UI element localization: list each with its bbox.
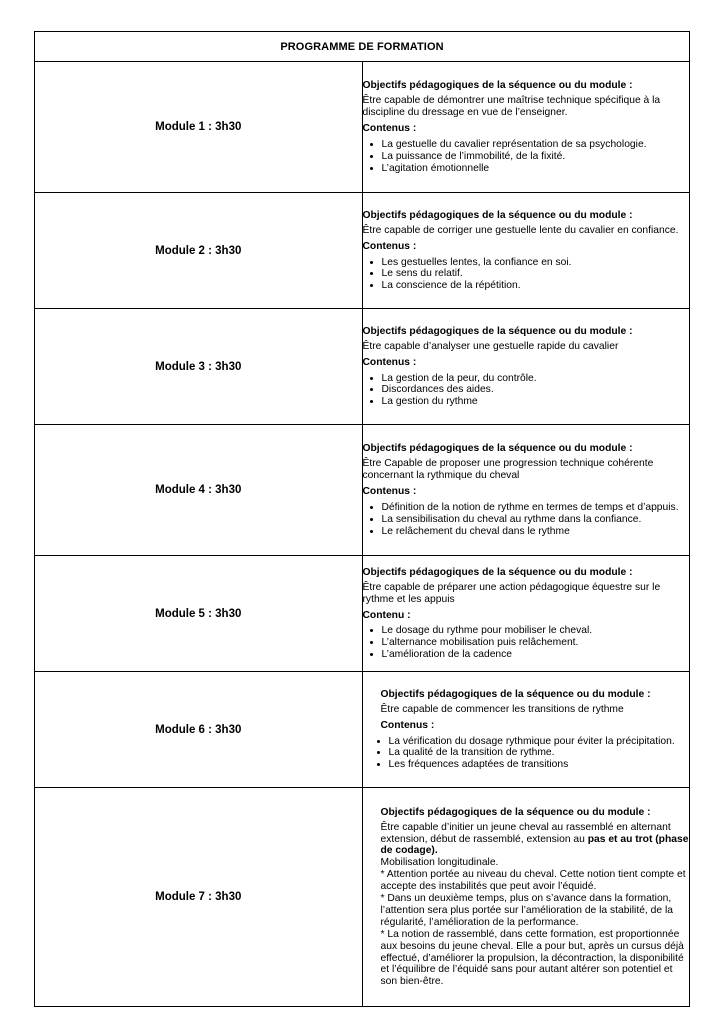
list-item: • L’alternance mobilisation puis relâchement. — [382, 637, 690, 649]
module-row-1 — [35, 62, 690, 193]
contents-heading: Contenus : — [362, 240, 417, 252]
list-item: • La gestion du rythme — [382, 396, 690, 408]
list-item: • La gestion de la peur, du contrôle. — [382, 373, 690, 385]
contents-heading: Contenu : — [362, 609, 411, 621]
list-item: • Le sens du relatif. — [382, 268, 690, 280]
module-row-4 — [35, 425, 690, 556]
list-item: • L’amélioration de la cadence — [382, 649, 690, 661]
note-2: * Dans un deuxième temps, plus on s’avance dans la formation, l’attention sera plus portée sur l’amélioration de la stabilité, de la régularité, l’amélioration de la performance. — [380, 893, 673, 928]
contents-list — [363, 139, 690, 175]
list-item: • La puissance de l’immobilité, de la fixité. — [382, 151, 690, 163]
contents-list — [363, 502, 690, 538]
module-content — [362, 309, 690, 425]
module-row-7 — [35, 788, 690, 1007]
module-row-2 — [35, 193, 690, 309]
objectives-heading: Objectifs pédagogiques de la séquence ou du module : — [362, 566, 633, 578]
objectives-heading: Objectifs pédagogiques de la séquence ou du module : — [362, 443, 633, 455]
contents-heading: Contenus : — [362, 123, 417, 135]
note-3: * La notion de rassemblé, dans cette formation, est proportionnée aux besoins du jeune cheval. Elle a pour but, après un cursus déjà effectué, d’améliorer la propulsion, la décontraction, la disponibilité et l’équilibre de l’équidé sans pour autant altérer son potentiel et son bien-être. — [380, 928, 684, 988]
module-content — [362, 425, 690, 556]
list-item: • Définition de la notion de rythme en termes de temps et d’appuis. — [382, 502, 690, 514]
list-item: • La conscience de la répétition. — [382, 280, 690, 292]
list-item: • La sensibilisation du cheval au rythme dans la confiance. — [382, 514, 690, 526]
table-title: PROGRAMME DE FORMATION — [35, 32, 690, 62]
objective-text: Être capable de préparer une action pédagogique équestre sur le rythme et les appuis — [362, 581, 661, 605]
module-label: Module 6 : 3h30 — [35, 672, 363, 788]
contents-list — [363, 257, 690, 293]
module-row-5 — [35, 556, 690, 672]
contents-heading: Contenus : — [362, 356, 417, 368]
contents-list — [370, 736, 690, 772]
objectives-heading: Objectifs pédagogiques de la séquence ou du module : — [362, 325, 633, 337]
contents-list — [363, 373, 690, 409]
mobilisation-text: Mobilisation longitudinale. — [380, 857, 499, 869]
contents-list — [363, 625, 690, 661]
list-item: • La gestuelle du cavalier représentation de sa psychologie. — [382, 139, 690, 151]
objective-text: Être capable de corriger une gestuelle lente du cavalier en confiance. — [362, 224, 679, 236]
module-content — [362, 672, 690, 788]
list-item: • L’agitation émotionnelle — [382, 163, 690, 175]
module-content — [362, 556, 690, 672]
list-item: • Le relâchement du cheval dans le rythme — [382, 526, 690, 538]
module-label: Module 3 : 3h30 — [35, 309, 363, 425]
note-1: * Attention portée au niveau du cheval. Cette notion tient compte et accepte des instabilités que peut avoir l’équidé. — [380, 869, 686, 893]
module-row-6 — [35, 672, 690, 788]
objectives-heading: Objectifs pédagogiques de la séquence ou du module : — [380, 806, 651, 818]
module-label: Module 1 : 3h30 — [35, 62, 363, 193]
objective-text: Être capable d’analyser une gestuelle rapide du cavalier — [362, 340, 619, 352]
module-label: Module 7 : 3h30 — [35, 788, 363, 1007]
module-content — [362, 193, 690, 309]
objective-intro: Être capable d’initier un jeune cheval au rassemblé en alternant extension, début de rassemblé, extension au — [380, 821, 671, 845]
contents-heading: Contenus : — [380, 719, 435, 731]
objectives-heading: Objectifs pédagogiques de la séquence ou du module : — [362, 80, 633, 92]
objectives-heading: Objectifs pédagogiques de la séquence ou du module : — [380, 688, 651, 700]
module-label: Module 2 : 3h30 — [35, 193, 363, 309]
module-label: Module 4 : 3h30 — [35, 425, 363, 556]
list-item: • Le dosage du rythme pour mobiliser le cheval. — [382, 625, 690, 637]
module-content — [362, 788, 690, 1007]
list-item: • La qualité de la transition de rythme. — [389, 747, 690, 759]
list-item: • Discordances des aides. — [382, 384, 690, 396]
list-item: • Les fréquences adaptées de transitions — [389, 759, 690, 771]
module-row-3 — [35, 309, 690, 425]
objectives-heading: Objectifs pédagogiques de la séquence ou du module : — [362, 209, 633, 221]
training-program-table — [34, 31, 690, 1007]
list-item: • La vérification du dosage rythmique pour éviter la précipitation. — [389, 736, 690, 748]
module-label: Module 5 : 3h30 — [35, 556, 363, 672]
list-item: • Les gestuelles lentes, la confiance en soi. — [382, 257, 690, 269]
module-content — [362, 62, 690, 193]
objective-text: Être capable de commencer les transitions de rythme — [380, 703, 624, 715]
objective-text: Être Capable de proposer une progression technique cohérente concernant la rythmique du cheval — [362, 458, 654, 482]
objective-text: Être capable de démontrer une maîtrise technique spécifique à la discipline du dressage en vue de l’enseigner. — [362, 95, 661, 119]
objective-emphasis: pas et au trot (phase de codage). — [380, 833, 689, 857]
contents-heading: Contenus : — [362, 486, 417, 498]
objective-text — [381, 822, 690, 858]
